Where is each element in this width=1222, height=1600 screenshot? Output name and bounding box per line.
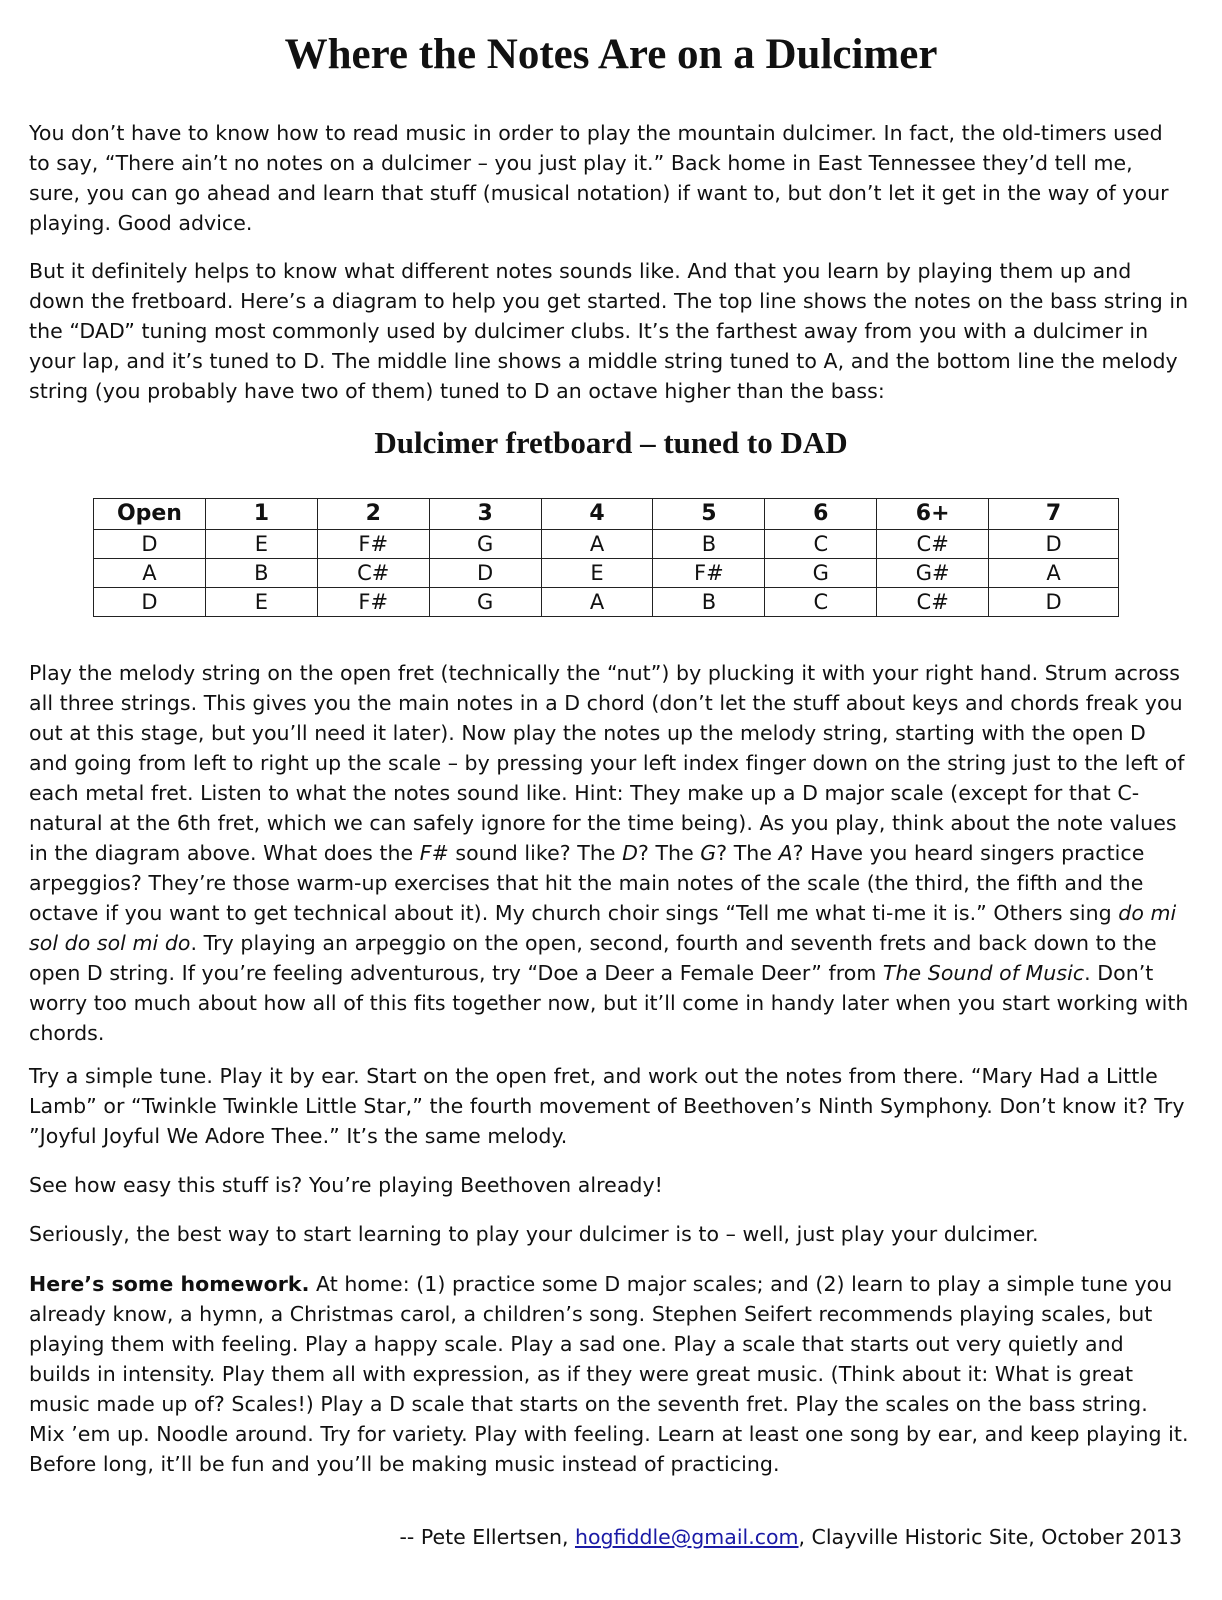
note-cell: A <box>989 559 1119 588</box>
note-cell: G <box>429 530 541 559</box>
melody-paragraph <box>29 658 1189 1048</box>
credit-suffix: , Clayville Historic Site, October 2013 <box>798 1525 1182 1549</box>
note-cell: F# <box>317 588 429 617</box>
header-cell: 4 <box>541 499 653 530</box>
note-cell: D <box>429 559 541 588</box>
movie-title: The Sound of Music <box>882 961 1085 985</box>
diagram-paragraph: But it definitely helps to know what different notes sounds like. And that you learn by playing them up and down the fretboard. Here’s a diagram to help you get started. The top line shows the notes on the bass string in the “DAD” tuning most commonly used by dulcimer clubs. It’s the farthest away from you with a dulcimer in your lap, and it’s tuned to D. The middle line shows a middle string tuned to A, and the bottom line the melody string (you probably have two of them) tuned to D an octave higher than the bass: <box>29 259 1189 403</box>
intro-paragraph: You don’t have to know how to read music in order to play the mountain dulcimer. In fact, the old-timers used to say, “There ain’t no notes on a dulcimer – you just play it.” Back home in East Tennessee they’d tell me, sure, you can go ahead and learn that stuff (musical notation) if want to, but don’t let it get in the way of your playing. Good advice. <box>29 121 1169 235</box>
fretboard-title: Dulcimer fretboard – tuned to DAD <box>374 425 848 460</box>
note-d: D <box>622 841 638 865</box>
melody-text: . Don’t worry too much about how all of this fits together now, but it’ll come in handy later when you start working with chords. <box>29 961 1189 1045</box>
melody-text: sound like? The <box>448 841 623 865</box>
note-cell: F# <box>653 559 765 588</box>
note-g: G <box>700 841 717 865</box>
note-cell: D <box>94 588 206 617</box>
note-cell: B <box>653 588 765 617</box>
header-cell: 7 <box>989 499 1119 530</box>
note-cell: E <box>205 588 317 617</box>
header-cell: 3 <box>429 499 541 530</box>
note-cell: A <box>541 588 653 617</box>
header-cell: Open <box>94 499 206 530</box>
author-credit <box>400 1525 1182 1549</box>
page-title: Where the Notes Are on a Dulcimer <box>284 31 938 78</box>
note-cell: D <box>989 588 1119 617</box>
note-cell: B <box>205 559 317 588</box>
melody-text: Play the melody string on the open fret (technically the “nut”) by plucking it with your right hand. Strum across all three strings. This gives you the main notes in a D chord (don’t let the stuff about keys and chords freak you out at this stage, but you’ll need it later). Now play the notes up the melody string, starting with the open D and going from left to right up the scale – by pressing your left index finger down on the string just to the left of each metal fret. Listen to what the notes sound like. Hint: They make up a D major scale (except for that C-natural at the 6th fret, which we can safely ignore for the time being). As you play, think about the note values in the diagram above. What does the <box>29 661 1185 865</box>
note-cell: A <box>541 530 653 559</box>
middle-string-row <box>94 559 1119 588</box>
note-cell: G# <box>877 559 989 588</box>
header-cell: 6 <box>765 499 877 530</box>
note-cell: F# <box>317 530 429 559</box>
melody-text: ? The <box>716 841 779 865</box>
solfege-phrase: do mi sol do sol mi do <box>29 901 1177 955</box>
melody-text: ? Have you heard singers practice arpeggios? They’re those warm-up exercises that hit the main notes of the scale (the third, the fifth and the octave if you want to get technical about it). My church choir sings “Tell me what ti-me it is.” Others sing <box>29 841 1145 925</box>
fretboard-header-row <box>94 499 1119 530</box>
bass-string-row <box>94 530 1119 559</box>
note-cell: G <box>429 588 541 617</box>
note-cell: D <box>94 530 206 559</box>
note-cell: E <box>205 530 317 559</box>
easy-paragraph: See how easy this stuff is? You’re playing Beethoven already! <box>29 1173 663 1197</box>
note-cell: C# <box>877 588 989 617</box>
header-cell: 5 <box>653 499 765 530</box>
email-link[interactable]: hogfiddle@gmail.com <box>574 1525 799 1549</box>
seriously-paragraph: Seriously, the best way to start learning to play your dulcimer is to – well, just play your dulcimer. <box>29 1222 1039 1246</box>
note-cell: C <box>765 530 877 559</box>
note-cell: D <box>989 530 1119 559</box>
fretboard-table <box>93 498 1119 617</box>
note-cell: A <box>94 559 206 588</box>
header-cell: 6+ <box>877 499 989 530</box>
melody-text: ? The <box>637 841 701 865</box>
note-a: A <box>778 841 793 865</box>
note-cell: C <box>765 588 877 617</box>
note-cell: E <box>541 559 653 588</box>
credit-prefix: -- Pete Ellertsen, <box>399 1525 575 1549</box>
homework-text: At home: (1) practice some D major scales; and (2) learn to play a simple tune you already know, a hymn, a Christmas carol, a children’s song. Stephen Seifert recommends playing scales, but playing them with feeling. Play a happy scale. Play a sad one. Play a scale that starts out very quietly and builds in intensity. Play them all with expression, as if they were great music. (Think about it: What is great music made up of? Scales!) Play a D scale that starts on the seventh fret. Play the scales on the bass string. Mix ’em up. Noodle around. Try for variety. Play with feeling. Learn at least one song by ear, and keep playing it. Before long, it’ll be fun and you’ll be making music instead of practicing. <box>29 1272 1189 1476</box>
homework-heading: Here’s some homework. <box>29 1272 310 1296</box>
homework-paragraph <box>29 1269 1189 1479</box>
note-cell: G <box>765 559 877 588</box>
melody-string-row <box>94 588 1119 617</box>
tune-paragraph: Try a simple tune. Play it by ear. Start on the open fret, and work out the notes from there. “Mary Had a Little Lamb” or “Twinkle Twinkle Little Star,” the fourth movement of Beethoven’s Ninth Symphony. Don’t know it? Try ”Joyful Joyful We Adore Thee.” It’s the same melody. <box>29 1064 1185 1148</box>
note-fsharp: F# <box>419 841 449 865</box>
header-cell: 2 <box>317 499 429 530</box>
note-cell: C# <box>317 559 429 588</box>
header-cell: 1 <box>205 499 317 530</box>
note-cell: B <box>653 530 765 559</box>
note-cell: C# <box>877 530 989 559</box>
melody-text: . Try playing an arpeggio on the open, second, fourth and seventh frets and back down to the open D string. If you’re feeling adventurous, try “Doe a Deer a Female Deer” from <box>29 931 1157 985</box>
